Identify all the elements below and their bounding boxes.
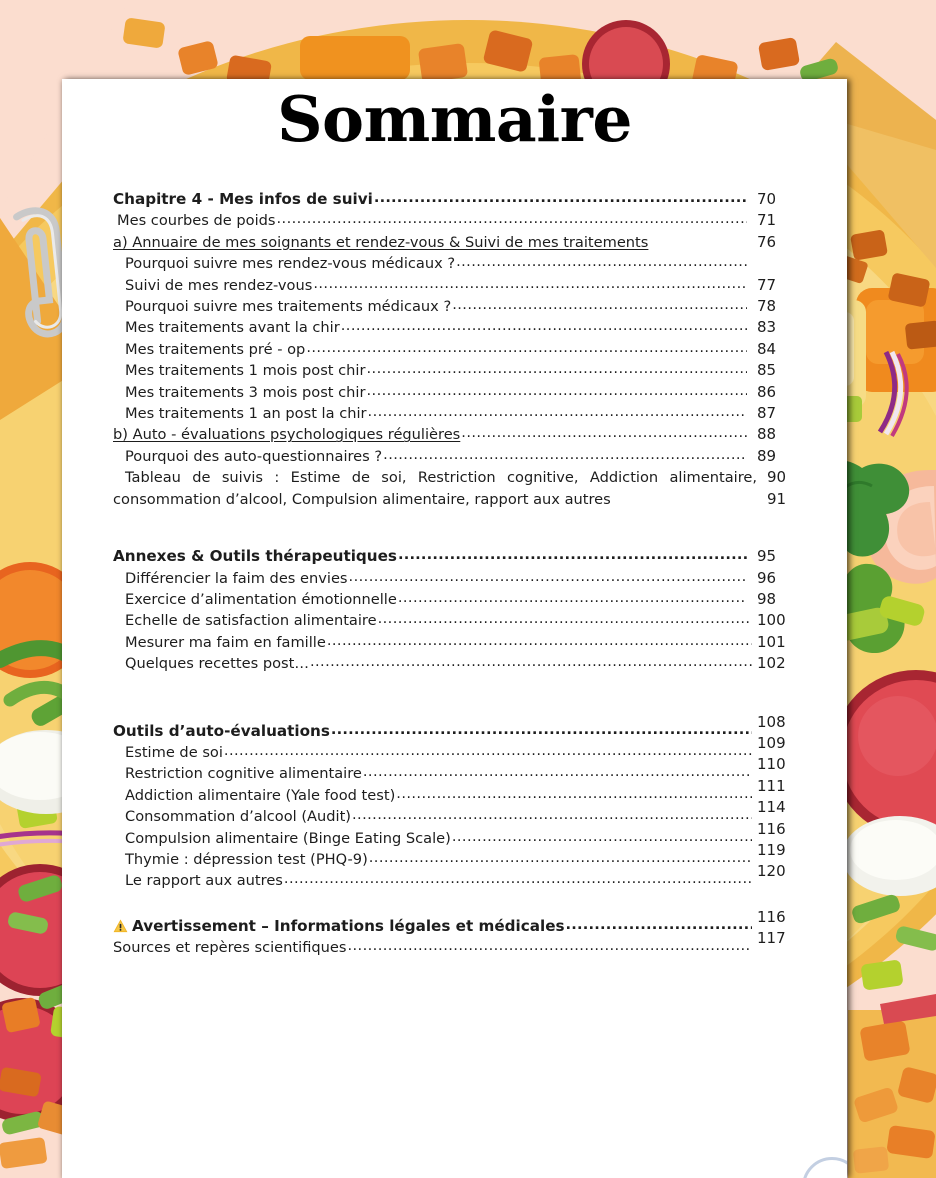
toc-page-number: 84 <box>757 339 777 358</box>
toc-leader-dots <box>383 444 747 465</box>
toc-leader-dots <box>374 187 747 208</box>
toc-entry[interactable] <box>113 403 803 424</box>
toc-page-number: 116 <box>757 819 786 838</box>
toc-leader-dots <box>363 761 752 782</box>
toc-entry[interactable] <box>113 712 803 742</box>
toc-block-chapitre-4 <box>113 189 803 510</box>
toc-entry[interactable] <box>113 296 803 317</box>
toc-entry-label: Suivi de mes rendez-vous <box>125 276 313 294</box>
toc-entry-label: a) Annuaire de mes soignants et rendez-vous & Suivi de mes traitements <box>113 233 649 251</box>
toc-page-number: 96 <box>757 568 777 587</box>
page-title: Sommaire <box>277 82 632 156</box>
toc-page-number: 89 <box>757 446 777 465</box>
toc-entry-label: Outils d’auto-évaluations <box>113 721 330 740</box>
toc-entry[interactable] <box>113 862 803 891</box>
toc-page-number: 116 <box>757 907 786 926</box>
toc-entry-label: Mes traitements pré - op <box>125 340 306 358</box>
toc-page-number: 120 <box>757 862 786 881</box>
toc-leader-dots <box>284 868 752 889</box>
toc-entry[interactable] <box>113 929 803 958</box>
toc-page-number: 109 <box>757 733 786 752</box>
toc-entry-label: Thymie : dépression test (PHQ-9) <box>125 850 368 868</box>
toc-entry[interactable] <box>113 360 803 381</box>
toc-entry[interactable] <box>113 232 803 253</box>
toc-entry-label: Restriction cognitive alimentaire <box>125 765 362 783</box>
toc-entry[interactable] <box>113 446 803 467</box>
toc-page-number: 101 <box>757 632 786 651</box>
section-spacer <box>113 675 803 721</box>
toc-page-number: 90 <box>767 468 787 487</box>
toc-entry[interactable] <box>113 424 803 445</box>
toc-leader-dots <box>461 422 747 443</box>
toc-entry[interactable] <box>113 210 803 231</box>
toc-entry-label: Echelle de satisfaction alimentaire <box>125 612 377 630</box>
toc-leader-dots <box>396 783 752 804</box>
toc-entry[interactable] <box>113 755 803 784</box>
toc-entry-label: Le rapport aux autres <box>125 872 283 890</box>
toc-leader-dots <box>306 337 747 358</box>
toc-leader-dots <box>378 608 752 629</box>
toc-page-number: 110 <box>757 755 786 774</box>
toc-entry-label: Mes traitements avant la chir <box>125 319 340 337</box>
toc-entry[interactable] <box>113 568 803 589</box>
toc-page-number: 102 <box>757 654 786 673</box>
toc-leader-dots <box>456 251 747 272</box>
toc-entry[interactable] <box>113 907 803 937</box>
toc-entry-label: b) Auto - évaluations psychologiques régulières <box>113 426 461 444</box>
toc-entry-label: Pourquoi suivre mes traitements médicaux ? <box>125 298 452 316</box>
toc-page-number: 70 <box>757 190 777 208</box>
toc-page-number: 114 <box>757 798 786 817</box>
toc-page-number: 88 <box>757 425 777 444</box>
toc-entry-label: Pourquoi suivre mes rendez-vous médicaux ? <box>125 255 456 273</box>
toc-page-number: 71 <box>757 211 777 230</box>
toc-leader-dots <box>398 544 747 565</box>
toc-leader-dots <box>349 566 747 587</box>
toc-page-number: 111 <box>757 776 786 795</box>
toc-entry[interactable] <box>113 253 803 274</box>
toc-entry[interactable] <box>113 546 803 567</box>
toc-page-number: 95 <box>757 547 777 566</box>
toc-leader-dots <box>347 935 752 956</box>
toc-page-number: 100 <box>757 611 786 630</box>
toc-entry[interactable] <box>113 589 803 610</box>
toc-leader-dots <box>367 380 748 401</box>
toc-leader-dots <box>398 587 747 608</box>
toc-entry-label: Consommation d’alcool (Audit) <box>125 808 352 826</box>
toc-entry-label: Mes traitements 3 mois post chir <box>125 383 366 401</box>
toc-leader-dots <box>310 651 752 672</box>
toc-page-number: 108 <box>757 712 786 731</box>
toc-entry-label: Estime de soi <box>125 743 223 761</box>
toc-entry-label: Pourquoi des auto-questionnaires ? <box>125 447 383 465</box>
toc-leader-dots <box>368 401 747 422</box>
toc-entry-label: Mesurer ma faim en famille <box>125 633 326 651</box>
warning-triangle-icon <box>113 919 128 933</box>
toc-entry-label: Mes courbes de poids <box>117 212 276 230</box>
toc-leader-dots <box>367 358 748 379</box>
toc-entry[interactable] <box>113 189 803 210</box>
decorative-arc <box>802 1157 847 1178</box>
toc-block-annexes <box>113 546 803 674</box>
toc-entry[interactable] <box>113 339 803 360</box>
toc-leader-dots <box>277 208 748 229</box>
toc-block-outils-auto-evaluations <box>113 712 803 892</box>
toc-entry-label: Mes traitements 1 an post la chir <box>125 405 367 423</box>
table-of-contents <box>113 189 803 959</box>
toc-block-avertissement <box>113 907 803 959</box>
toc-leader-dots <box>452 294 747 315</box>
section-spacer <box>113 892 803 916</box>
toc-leader-dots <box>331 719 752 740</box>
toc-entry-label: Compulsion alimentaire (Binge Eating Scale) <box>125 829 451 847</box>
toc-leader-dots <box>369 847 752 868</box>
toc-leader-dots <box>313 273 747 294</box>
toc-entry[interactable] <box>113 653 803 674</box>
toc-entry-label: Chapitre 4 - Mes infos de suivi <box>113 190 373 208</box>
toc-entry-multiline[interactable] <box>113 467 803 510</box>
toc-page-number: 119 <box>757 840 786 859</box>
paper-sheet <box>62 79 847 1178</box>
toc-entry[interactable] <box>113 275 803 296</box>
toc-entry-label: Quelques recettes post… <box>125 655 309 673</box>
toc-entry-label: Mes traitements 1 mois post chir <box>125 362 366 380</box>
toc-page-number: 83 <box>757 318 777 337</box>
toc-leader-dots <box>566 914 752 935</box>
toc-page-number: 85 <box>757 361 777 380</box>
toc-entry-label: Exercice d’alimentation émotionnelle <box>125 590 397 608</box>
toc-page-number-group <box>757 467 803 510</box>
toc-entry[interactable] <box>113 733 803 763</box>
toc-leader-dots <box>327 630 752 651</box>
toc-entry-label: Addiction alimentaire (Yale food test) <box>125 786 396 804</box>
toc-entry-label: Avertissement – Informations légales et médicales <box>113 916 565 937</box>
toc-entry[interactable] <box>113 317 803 338</box>
toc-page-number: 78 <box>757 297 777 316</box>
toc-entry[interactable] <box>113 840 803 870</box>
toc-page-number: 76 <box>757 232 777 251</box>
toc-leader-dots <box>352 804 752 825</box>
toc-entry-label: Sources et repères scientifiques <box>113 939 347 957</box>
toc-page-number: 86 <box>757 382 777 401</box>
toc-page-number: 91 <box>767 489 787 508</box>
toc-entry-label: Différencier la faim des envies <box>125 569 348 587</box>
toc-entry[interactable] <box>113 819 803 849</box>
toc-page-number: 77 <box>757 275 777 294</box>
toc-entry[interactable] <box>113 798 803 827</box>
toc-entry[interactable] <box>113 776 803 806</box>
toc-entry[interactable] <box>113 610 803 631</box>
toc-entry-label: Tableau de suivis : Estime de soi, Restriction cognitive, Addiction alimentaire, consommation d’alcool, Compulsion alimentaire, rapport aux autres <box>113 469 757 508</box>
toc-entry[interactable] <box>113 382 803 403</box>
toc-entry-label: Annexes & Outils thérapeutiques <box>113 547 397 566</box>
toc-page-number: 87 <box>757 404 777 423</box>
toc-page-number: 98 <box>757 589 777 608</box>
toc-page-number: 117 <box>757 929 786 948</box>
toc-leader-dots <box>452 826 752 847</box>
section-spacer <box>113 510 803 546</box>
toc-leader-dots <box>224 740 752 761</box>
toc-leader-dots <box>341 315 747 336</box>
toc-entry[interactable] <box>113 632 803 653</box>
